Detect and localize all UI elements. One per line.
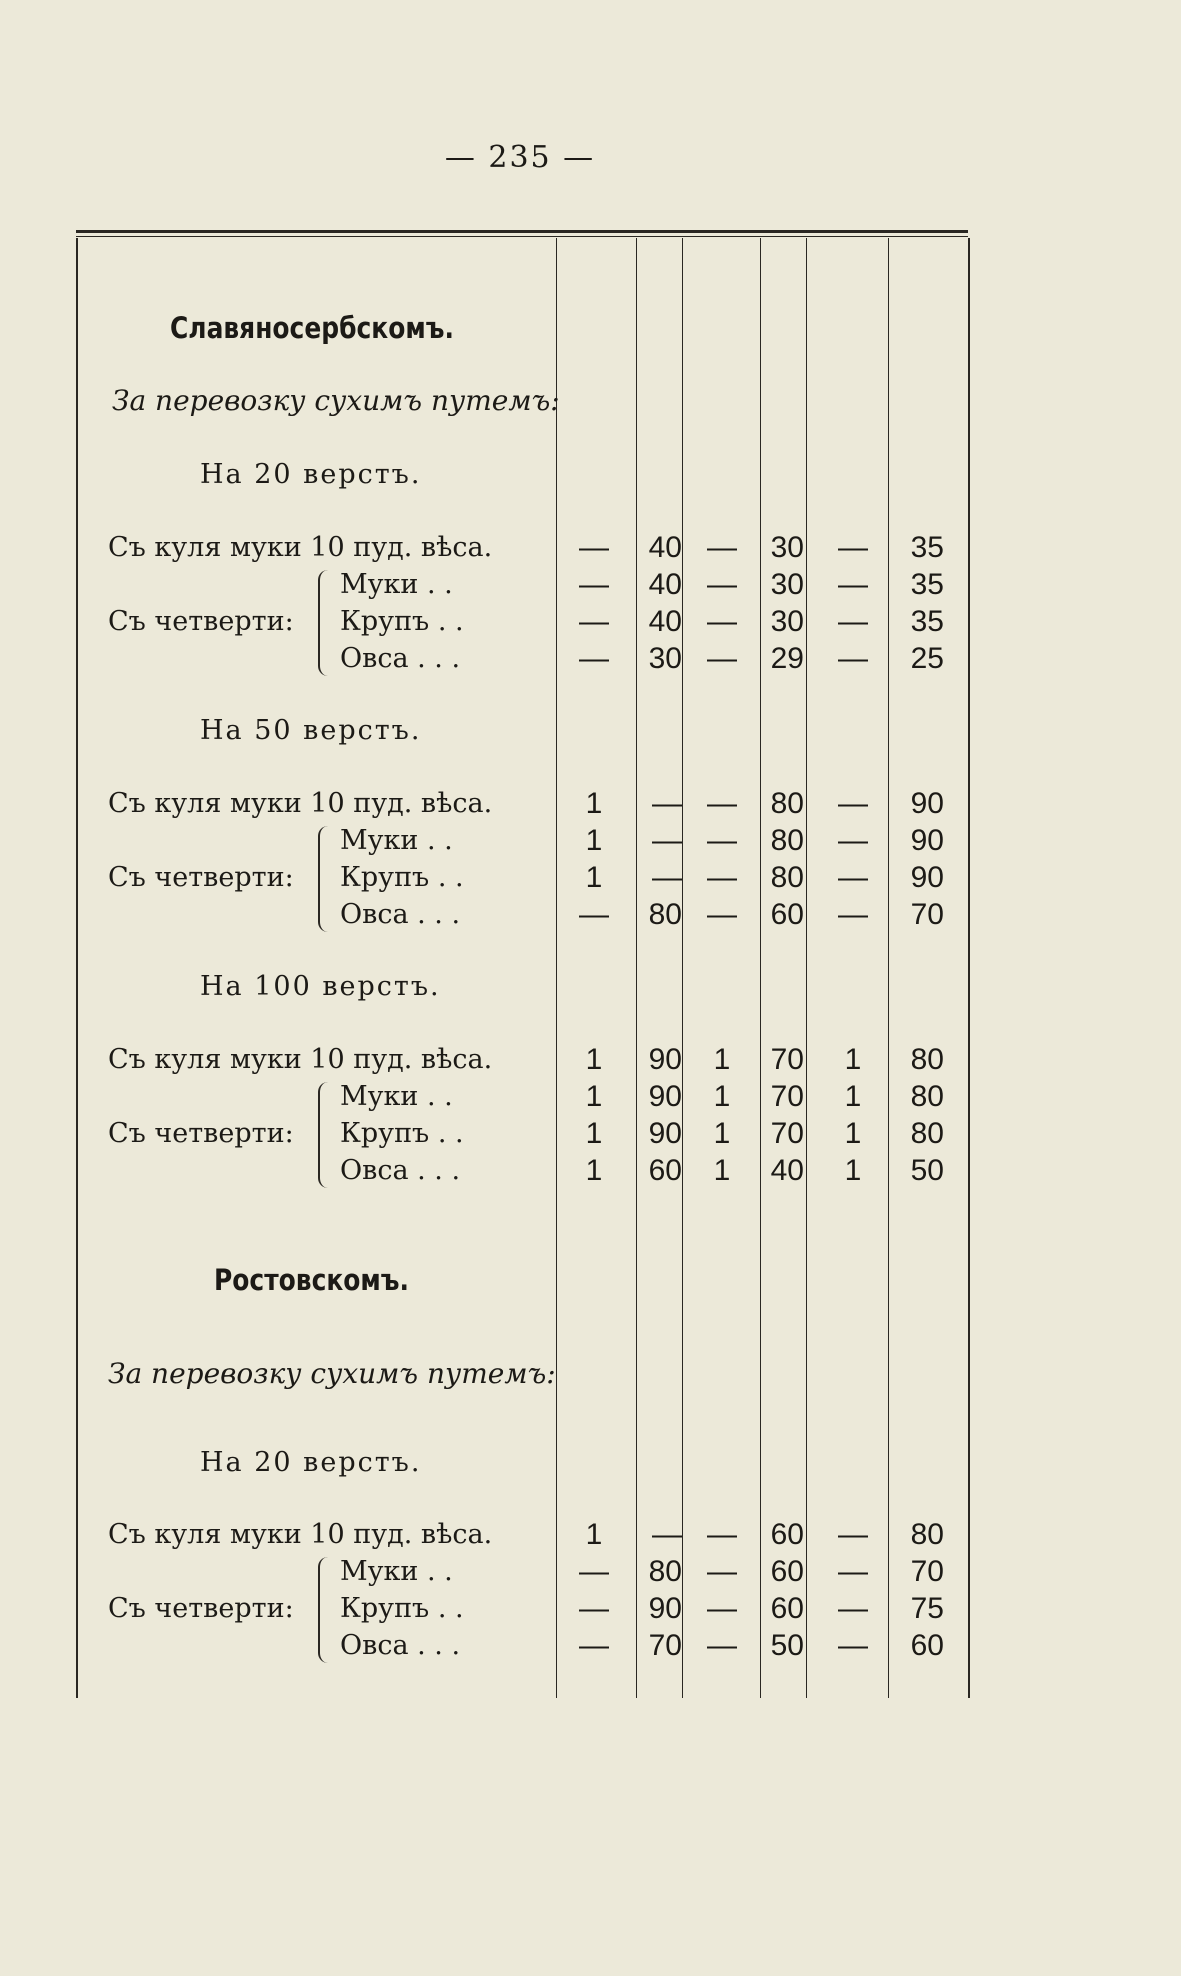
row-label: Муки . . (340, 1556, 453, 1587)
table-row (0, 1079, 1181, 1115)
section-heading: Славяносербскомъ. (170, 311, 454, 345)
page-number: — 235 — (444, 140, 596, 175)
cell: 1 (585, 1043, 603, 1076)
cell: — (838, 1592, 868, 1625)
cell: 80 (648, 1555, 682, 1588)
cell: 1 (585, 861, 603, 894)
cell: — (707, 531, 737, 564)
cell: 90 (648, 1080, 682, 1113)
cell: — (707, 1555, 737, 1588)
cell: 60 (770, 898, 804, 931)
cell: 35 (910, 531, 944, 564)
cell: — (707, 861, 737, 894)
cell: 1 (585, 824, 603, 857)
cell: 70 (910, 1555, 944, 1588)
cell: — (707, 824, 737, 857)
row-label: Съ куля муки 10 пуд. вѣса. (108, 1519, 493, 1550)
column-rule (806, 238, 807, 1698)
distance-heading: На 50 верстъ. (200, 715, 422, 746)
cell: 90 (910, 824, 944, 857)
table-row (0, 1116, 1181, 1152)
cell: 70 (770, 1043, 804, 1076)
cell: 50 (770, 1629, 804, 1662)
cell: 90 (910, 787, 944, 820)
cell: — (707, 1518, 737, 1551)
cell: — (707, 642, 737, 675)
section-heading: Ростовскомъ. (214, 1263, 410, 1297)
cell: 29 (770, 642, 804, 675)
cell: 30 (770, 605, 804, 638)
cell: 50 (910, 1154, 944, 1187)
row-label: Муки . . (340, 1081, 453, 1112)
table-right-rule (968, 238, 970, 1698)
cell: 80 (910, 1117, 944, 1150)
cell: 30 (770, 531, 804, 564)
table-row (0, 1591, 1181, 1627)
column-rule (760, 238, 761, 1698)
section-subheading: За перевозку сухимъ путемъ: (112, 384, 560, 417)
cell: 80 (910, 1080, 944, 1113)
cell: — (652, 1518, 682, 1551)
table-row (0, 530, 1181, 566)
table-left-rule (76, 238, 78, 1698)
table-row (0, 1554, 1181, 1590)
cell: — (838, 861, 868, 894)
row-label: Крупъ . . (340, 606, 464, 637)
cell: 90 (910, 861, 944, 894)
cell: — (838, 642, 868, 675)
cell: — (707, 1592, 737, 1625)
row-label: Муки . . (340, 569, 453, 600)
cell: — (579, 1555, 609, 1588)
cell: 80 (770, 824, 804, 857)
row-label: Крупъ . . (340, 862, 464, 893)
row-label: Крупъ . . (340, 1118, 464, 1149)
cell: 80 (648, 898, 682, 931)
cell: 90 (648, 1043, 682, 1076)
cell: — (707, 787, 737, 820)
cell: 40 (648, 531, 682, 564)
row-label: Овса . . . (340, 643, 461, 674)
cell: 1 (585, 787, 603, 820)
row-label: Овса . . . (340, 1630, 461, 1661)
cell: — (707, 898, 737, 931)
cell: 40 (648, 568, 682, 601)
cell: 60 (770, 1518, 804, 1551)
column-rule (556, 238, 557, 1698)
distance-heading: На 20 верстъ. (200, 1447, 422, 1478)
cell: — (838, 1518, 868, 1551)
cell: 90 (648, 1592, 682, 1625)
cell: 80 (910, 1518, 944, 1551)
cell: 40 (770, 1154, 804, 1187)
group-label: Съ четверти: (108, 1593, 294, 1624)
group-label: Съ четверти: (108, 862, 294, 893)
table-row (0, 897, 1181, 933)
cell: — (652, 861, 682, 894)
cell: — (838, 898, 868, 931)
cell: — (838, 824, 868, 857)
cell: — (652, 824, 682, 857)
cell: 80 (770, 861, 804, 894)
cell: — (838, 1629, 868, 1662)
column-rule (636, 238, 637, 1698)
cell: 1 (585, 1518, 603, 1551)
cell: 1 (713, 1043, 731, 1076)
table-row (0, 1517, 1181, 1553)
cell: 70 (770, 1117, 804, 1150)
cell: 1 (844, 1043, 862, 1076)
table-row (0, 1042, 1181, 1078)
row-label: Съ куля муки 10 пуд. вѣса. (108, 788, 493, 819)
cell: — (652, 787, 682, 820)
row-label: Съ куля муки 10 пуд. вѣса. (108, 1044, 493, 1075)
cell: 35 (910, 605, 944, 638)
cell: 80 (770, 787, 804, 820)
group-label: Съ четверти: (108, 1118, 294, 1149)
distance-heading: На 100 верстъ. (200, 971, 441, 1002)
cell: 1 (713, 1117, 731, 1150)
cell: 60 (648, 1154, 682, 1187)
cell: — (838, 568, 868, 601)
cell: 1 (585, 1080, 603, 1113)
cell: — (579, 568, 609, 601)
cell: 1 (585, 1117, 603, 1150)
cell: — (838, 605, 868, 638)
cell: 40 (648, 605, 682, 638)
cell: 1 (713, 1154, 731, 1187)
cell: — (579, 1592, 609, 1625)
row-label: Муки . . (340, 825, 453, 856)
cell: — (579, 898, 609, 931)
cell: — (707, 605, 737, 638)
section-subheading: За перевозку сухимъ путемъ: (108, 1357, 556, 1390)
cell: 35 (910, 568, 944, 601)
table-row (0, 641, 1181, 677)
cell: — (707, 1629, 737, 1662)
cell: 75 (910, 1592, 944, 1625)
cell: 1 (585, 1154, 603, 1187)
row-label: Овса . . . (340, 899, 461, 930)
cell: — (838, 1555, 868, 1588)
cell: 25 (910, 642, 944, 675)
table-top-rule (76, 230, 968, 233)
cell: 60 (910, 1629, 944, 1662)
cell: 30 (770, 568, 804, 601)
table-row (0, 1153, 1181, 1189)
cell: 70 (910, 898, 944, 931)
distance-heading: На 20 верстъ. (200, 459, 422, 490)
table-row (0, 860, 1181, 896)
row-label: Съ куля муки 10 пуд. вѣса. (108, 532, 493, 563)
cell: 70 (648, 1629, 682, 1662)
cell: — (579, 642, 609, 675)
cell: — (838, 787, 868, 820)
cell: 1 (844, 1080, 862, 1113)
cell: — (579, 531, 609, 564)
cell: 60 (770, 1592, 804, 1625)
table-row (0, 604, 1181, 640)
cell: 1 (844, 1117, 862, 1150)
table-row (0, 786, 1181, 822)
row-label: Крупъ . . (340, 1593, 464, 1624)
cell: 1 (844, 1154, 862, 1187)
cell: 80 (910, 1043, 944, 1076)
cell: — (579, 1629, 609, 1662)
cell: — (838, 531, 868, 564)
table-row (0, 567, 1181, 603)
cell: 60 (770, 1555, 804, 1588)
table-row (0, 1628, 1181, 1664)
group-label: Съ четверти: (108, 606, 294, 637)
column-rule (888, 238, 889, 1698)
column-rule (682, 238, 683, 1698)
table-row (0, 823, 1181, 859)
table-top-rule-thin (76, 236, 968, 237)
cell: 1 (713, 1080, 731, 1113)
cell: 30 (648, 642, 682, 675)
cell: 70 (770, 1080, 804, 1113)
cell: — (707, 568, 737, 601)
row-label: Овса . . . (340, 1155, 461, 1186)
cell: — (579, 605, 609, 638)
cell: 90 (648, 1117, 682, 1150)
